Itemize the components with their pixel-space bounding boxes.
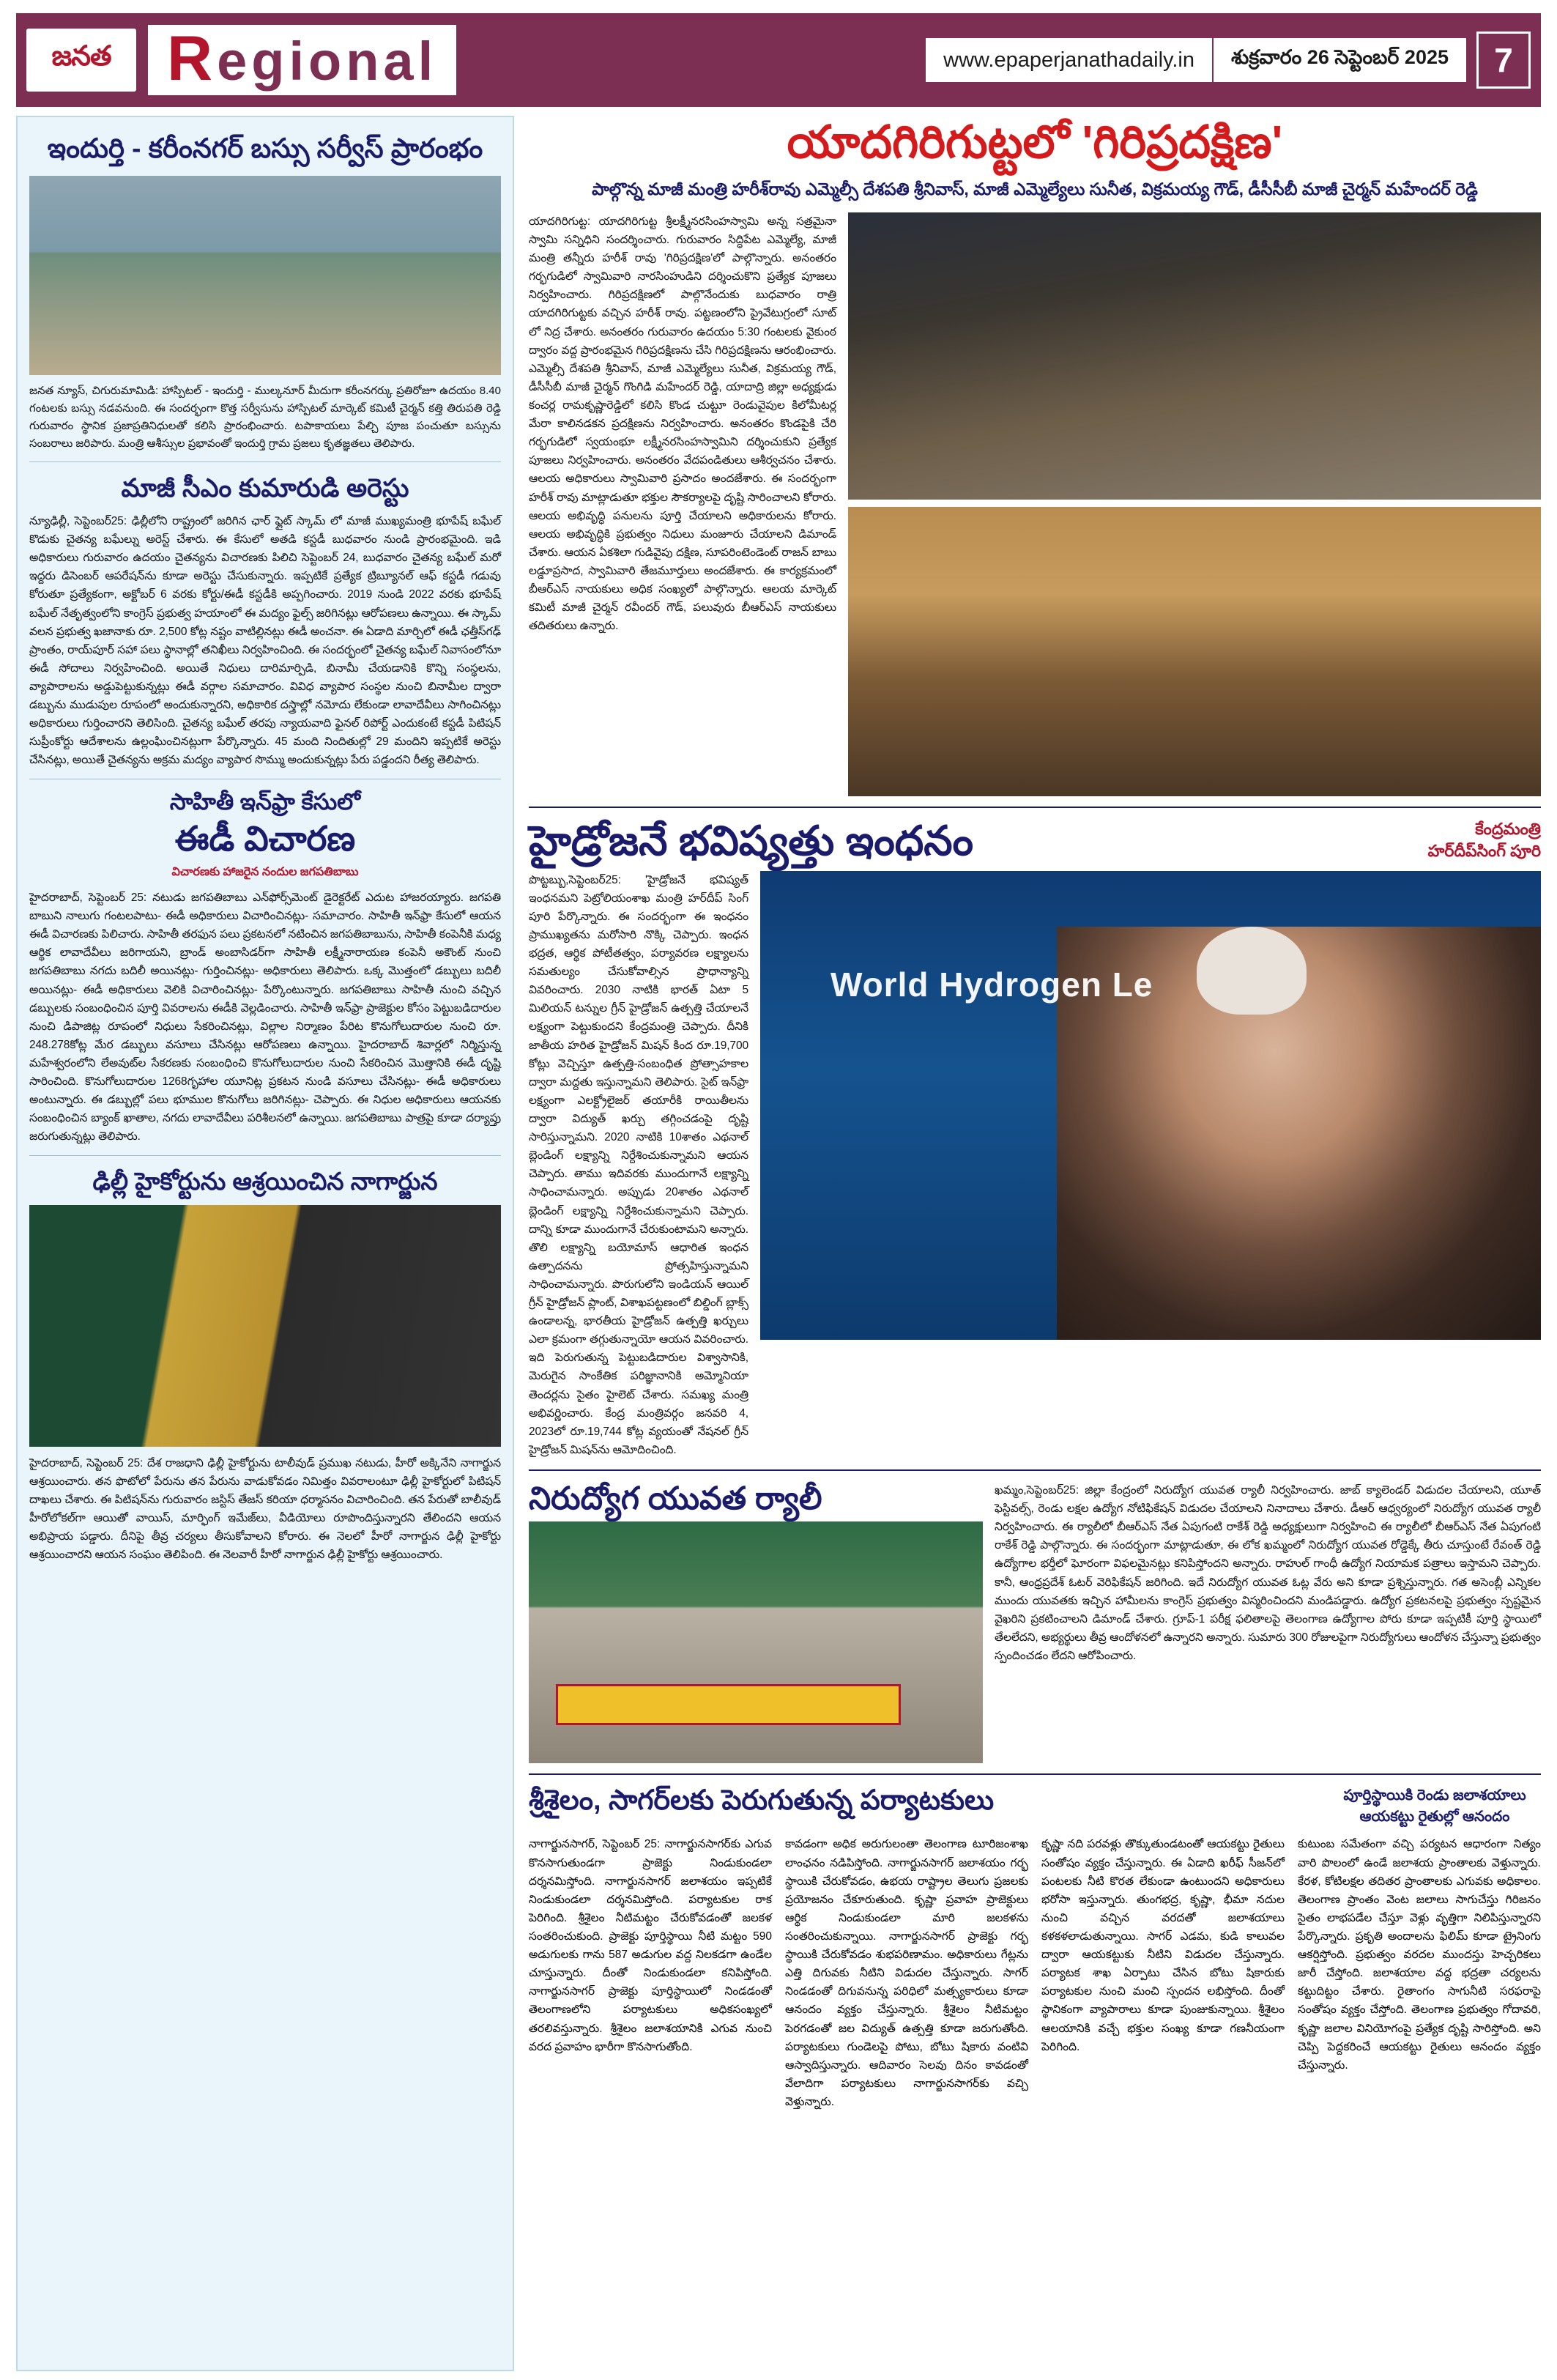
- srisailam-tags: [1329, 1785, 1541, 1828]
- srisailam-col-4: కుటుంబ సమేతంగా వచ్చి పర్యటన ఆధారంగా నిత్యం వారి పొలంలో ఉండే జలాశయ ప్రాంతాలకు వెళ్తున్నారు. కేరళ, కోటిలక్షల తదితర ప్రాంతాలకు ఎగువకు అధికాలం. తెలంగాణ ప్రాంతం వెంట జలాలు సాగుచేస్తు గిరిజనం సైతం లాభపడేల చేస్తూ వెళ్లు వృత్తిగా నిలిపిస్తున్నారని పేర్కొన్నారు. ప్రకృతి అందాలను ఫిలిమ్ కూడా ట్రైనింగు ఆకర్షిస్తోంది. ప్రభుత్వం వరదల ముందస్తు హెచ్చరికలు జారీ చేస్తోంది. జలాశయాల వద్ద భద్రతా చర్యలను కట్టుదిట్టం చేశారు. రైతాంగం సాగునీటి సరఫరాపై సంతోషం వ్యక్తం చేస్తోంది. తెలంగాణ ప్రభుత్వం గోదావరి, కృష్ణా జలాల వినియోగంపై ప్రత్యేక దృష్టి సారిస్తోంది. అని చెప్పి పెద్దకరించే ఆయకట్టు రైతులు ఆనందం వ్యక్తం చేస్తున్నారు.: [1298, 1838, 1541, 2072]
- giri-pradakshina-procession-photo: [848, 212, 1541, 500]
- srisailam-col-2: కావడంగా అధిక అరుగులంతా తెలంగాణ టూరిజంశాఖ లాంఛనం నడిపిస్తోంది. నాగార్జునసాగర్ జలాశయం గర్భ స్థాయికి చేరుకోవడం, ఉభయ రాష్ట్రాల తెలుగు ప్రజలకు ప్రయోజనం చేకూరుతుంది. కృష్ణా ప్రవాహ ప్రాజెక్టులు ఆర్థిక నిండుకుండలా మారి జలకళను సంతరించుకున్నాయి. నాగార్జునసాగర్ ప్రాజెక్టు గర్భ స్థాయికి చేరుకోవడం శుభపరిణామం. అధికారులు గేట్లను ఎత్తి దిగువకు నీటిని విడుదల చేస్తున్నారు. సాగర్ నిండడంతో దిగువనున్న పరిధిలో మత్స్యకారులు కూడా ఆనందం వ్యక్తం చేస్తున్నారు. శ్రీశైలం నీటిమట్టం పెరగడంతో జల విద్యుత్ ఉత్పత్తి కూడా జరుగుతోంది. పర్యాటకులు గుండెలపై పోటు, బోటు షికారు వంటివి ఆస్వాదిస్తున్నారు. ఆదివారం సెలవు దినం కావడంతో వేలాదిగా పర్యాటకులు నాగార్జునసాగర్‌కు వచ్చి వెళ్తున్నారు.: [785, 1838, 1028, 2108]
- page-body: [16, 116, 1541, 2371]
- section-title-initial: R: [167, 23, 218, 94]
- left-story2-headline: మాజీ సీఎం కుమారుడి అరెస్టు: [121, 474, 409, 503]
- masthead: [16, 13, 1541, 107]
- hydrogen-tag-line1: కేంద్రమంత్రి: [1475, 819, 1541, 838]
- rally-body: ఖమ్మం,సెప్టెంబర్25: జిల్లా కేంద్రంలో నిరుద్యోగ యువత ర్యాలీ నిర్వహించారు. జాబ్ క్యాలెండర్ విడుదల చేయాలని, యూత్ ఫెస్టివల్స్, రెండు లక్షల ఉద్యోగ నోటిఫికేషన్ విడుదల చేయాలని నినాదాలు చేశారు. డీఆర్ ఆధ్వర్యంలో నిరుద్యోగ యువత ర్యాలీ నిర్వహించారు. ఈ ర్యాలీలో బీఆర్ఎస్ నేత ఏపుగంటి రాకేశ్ రెడ్డి అధ్యక్షులుగా నిర్వహించి ఈ ర్యాలీలో బీఆర్ఎస్ నేత ఏపుగంటి రాకేశ్ రెడ్డి పాల్గొన్నారు. ఈ సందర్భంగా మాట్లాడుతూ, ఈ లోక ఖమ్మంలో నిరుద్యోగ యువత రోడ్డెక్కే తీరు చూస్తుంటే రేవంత్ రెడ్డి ఉద్యోగాల భర్తీలో ఘోరంగా విఫలమైనట్లు కనిపిస్తోందని అన్నారు. రాహుల్ గాంధీ ఉద్యోగ నియామక పత్రాలు ఇస్తామని చెప్పారు. కానీ, ఆంధ్రప్రదేశ్ ఓటర్ వెరిఫికేషన్ జరిగింది. ఇదే నిరుద్యోగ యువత ఓట్ల వేరు అని కూడా ప్రశ్నిస్తున్నారు. గత అసెంబ్లీ ఎన్నికల ముందు యువతకు ఇచ్చిన హామీలను కాంగ్రెస్ ప్రభుత్వం విస్మరించిందని మండిపడ్డారు. ఉద్యోగ ప్రకటనలపై ప్రభుత్వం స్పష్టమైన వైఖరిని ప్రకటించాలని డిమాండ్ చేశారు. గ్రూప్-1 పరీక్ష ఫలితాలపై తెలంగాణ ఉద్యోగాల పోరు కూడా ఇప్పటికీ పూర్తి స్థాయిలో తేలలేదని, అభ్యర్థులు తీవ్ర ఆందోళనలో ఉన్నారని అన్నారు. సుమారు 300 రోజులపైగా నిరుద్యోగులు ఆందోళన చేస్తున్నా ప్రభుత్వం స్పందించడం లేదని ఆరోపించారు.: [995, 1484, 1541, 1663]
- rally-headline: నిరుద్యోగ యువత ర్యాలీ: [529, 1481, 822, 1517]
- website-url[interactable]: www.epaperjanathadaily.in: [926, 38, 1214, 82]
- left-story4-body: హైదరాబాద్, సెప్టెంబర్ 25: దేశ రాజధాని ఢిల్లీ హైకోర్టును టాలీవుడ్ ప్రముఖ నటుడు, హీరో అక్కినేని నాగార్జున ఆశ్రయించారు. తన ఫొటోలో పేరును తన పేరును వాడుకోవడం నిమిత్తం వివరాలంటూ ఢిల్లీ హైకోర్టులో పిటిషన్ దాఖలు చేశారు. ఈ పిటిషన్‌ను గురువారం జస్టిస్ తేజస్ కరియా ధర్మాసనం విచారించింది. తన పేరుతో బాలీవుడ్ హీరోలోకల్‌గా ఆయితో వాయిస్, మార్ఫింగ్ ఇమేజ్‌లు, వీడియోలు రూపొందిస్తున్నారని తేలిందని ఆయన అభిప్రాయ పడ్డారు. దీనిపై తీవ్ర చర్యలు తీసుకోవాలని కోరారు. ఈ నెలలో హీరో నాగార్జున ఢిల్లీ హైకోర్టు ఆశ్రయించారని ఆయన సంఘం తెలిపింది. ఈ నెలవారీ హీరో నాగార్జున ఢిల్లీ హైకోర్టు ఆశ్రయించారు.: [29, 1456, 501, 1562]
- world-hydrogen-summit-photo: [760, 871, 1541, 1340]
- left-story4-headline: ఢిల్లీ హైకోర్టును ఆశ్రయించిన నాగార్జున: [92, 1167, 438, 1195]
- left-story1-headline: ఇందుర్తి - కరీంనగర్ బస్సు సర్వీస్ ప్రారంభం: [47, 133, 483, 163]
- srisailam-col-1: నాగార్జునసాగర్, సెప్టెంబర్ 25: నాగార్జునసాగర్‌కు ఎగువ కొనసాగుతుండగా ప్రాజెక్టు నిండుకుండలా దర్శనమిస్తోంది. నాగార్జునసాగర్ జలాశయం ఇప్పటికే నిండుకుండలా దర్శనమిస్తోంది. పర్యాటకుల రాక పెరిగింది. శ్రీశైలం నీటిమట్టం చేరుకోవడంతో జలకళ సంతరించుకుంది. ప్రాజెక్టు పూర్తిస్థాయి నీటి మట్టం 590 అడుగులకు గాను 587 అడుగుల వద్ద నిలకడగా ఉండేల చూస్తున్నారు. దీంతో నిండుకుండలా కనిపిస్తోంది. నాగార్జునసాగర్ ప్రాజెక్టు పూర్తిస్థాయిలో నిండడంతో తెలంగాణలోని పర్యాటకులు అధికసంఖ్యలో తరలివస్తున్నారు. శ్రీశైలం జలాశయానికి ఎగువ నుంచి వరద ప్రవాహం భారీగా కొనసాగుతోంది.: [529, 1838, 772, 2053]
- hydrogen-minister-tag: [1372, 818, 1541, 861]
- lead-story-grid: [529, 212, 1541, 796]
- left-story3-headline: ఈడీ విచారణ: [174, 819, 356, 859]
- hydrogen-banner-text: World Hydrogen Le: [830, 965, 1153, 1004]
- srisailam-head-row: [529, 1785, 1541, 1828]
- delhi-high-court-nagarjuna-photo: [29, 1205, 501, 1447]
- publication-logo: [26, 29, 136, 92]
- temple-priests-ritual-photo: [848, 507, 1541, 796]
- srisailam-col-3: కృష్ణా నది పరవళ్లు తొక్కుతుండటంతో ఆయకట్టు రైతులు సంతోషం వ్యక్తం చేస్తున్నారు. ఈ ఏడాది ఖరీఫ్ సీజన్‌లో పంటలకు నీటి కొరత లేకుండా ఉంటుందని అధికారులు భరోసా ఇస్తున్నారు. తుంగభద్ర, కృష్ణా, భీమా నదుల నుంచి వచ్చిన వరదతో జలాశయాలు కళకళలాడుతున్నాయి. సాగర్ ఎడమ, కుడి కాలువల ద్వారా ఆయకట్టుకు నీటిని విడుదల చేస్తున్నారు. పర్యాటక శాఖ ఏర్పాటు చేసిన బోటు షికారుకు పర్యాటకుల నుంచి మంచి స్పందన లభిస్తోంది. దీంతో స్థానికంగా వ్యాపారాలు కూడా పుంజుకున్నాయి. శ్రీశైలం ఆలయానికి వచ్చే భక్తుల సంఖ్య కూడా గణనీయంగా పెరిగింది.: [1041, 1838, 1285, 2053]
- section-title-rest: egional: [217, 30, 438, 92]
- hydrogen-grid: [529, 871, 1541, 1460]
- section-title-text: [167, 23, 437, 95]
- divider: [529, 1773, 1541, 1775]
- left-story1-caption: జనత న్యూస్, చిగురుమామిడి: హాస్పిటల్ - ఇందుర్తి - ముల్కనూర్ మీదుగా కరీంనగర్కు ప్రతిరోజూ ఉదయం 8.40 గంటలకు బస్సు నడవనుంది. ఈ సందర్భంగా కొత్త సర్వీసును హాస్పిటల్ మార్కెట్ కమిటీ చైర్మన్ కత్తి తిరుపతి రెడ్డి గురువారం స్థానిక ప్రజాప్రతినిధులతో కలిసి ప్రారంభించారు. టపాకాయలు పేల్చి పూజ పంచుతూ బస్సును సంబరాలు జరిపారు. మంత్రి ఆశీస్సుల ప్రభావంతో ఇందుర్తి గ్రామ ప్రజలు కృతజ్ఞతలు తెలిపారు.: [29, 385, 501, 451]
- divider: [29, 1155, 501, 1156]
- divider: [529, 1469, 1541, 1471]
- hydrogen-head-row: [529, 818, 1541, 864]
- left-story3-body: హైదరాబాద్, సెప్టెంబర్ 25: నటుడు జగపతిబాబు ఎన్‌ఫోర్స్‌మెంట్ డైరెక్టరేట్ ఎదుట హాజరయ్యారు. జగపతి బాబుని నాలుగు గంటలపాటు- ఈడీ అధికారులు విచారించినట్లు- సమాచారం. సాహితీ ఇన్‌ఫ్రా కేసులో ఆయన ఈడీ విచారణకు పిలిచారు. సాహితీ తరఫున పలు ప్రకటనలో నటించిన జగపతిబాబును, సాహితీ కంపెనీకి మధ్య ఆర్థిక లావాదేవీలు జరిగాయని, బ్రాండ్ అంబాసిడర్‌గా సాహితీ లక్ష్మీనారాయణ కంపెనీ అకౌంట్ నుంచి జగపతిబాబు నగదు బదిలీ అయినట్లు- గుర్తించినట్లు- అధికారులు తెలిపారు. ఒక్క మొత్తంలో డబ్బులు బదిలీ అయినట్లు- ఈడీ అధికారులు వెలికి విచారించినట్లు- పేర్కొంటున్నారు. జగపతిబాబు సాహితీ నుంచి వచ్చిన డబ్బులకు సంబంధించిన పూర్తి వివరాలను ఈడీకి వెల్లడించారు. సాహితీ ఇన్‌ఫ్రా ప్రాజెక్టుల కోసం పెట్టుబడిదారుల నుంచి డిపాజిట్ల రూపంలో నిధులు సేకరించినట్లు, విల్లాల నిర్మాణం పేరిట కొనుగోలుదారుల నుంచి రూ. 248.278కోట్ల మేర డబ్బులు వసూలు చేసినట్లు ఆరోపణలు ఉన్నాయి. హైదరాబాద్ శివార్లలో నిర్మిస్తున్న మహేశ్వరంలోని లేఅవుట్‌ల సేకరణకు సంబంధించి కొనుగోలుదారుల నుంచి సేకరించిన మొత్తానికి ఈడీ దృష్టి సారించింది. కొనుగోలుదారుల 1268గృహాల యూనిట్ల ప్రకటన నుండి వసూలు చేసినట్లు- ఈడీ అధికారులు అంటున్నారు. ఈ డబ్బుల్లో పలు భూముల కొనుగోలు జరిగినట్లు- చెప్పారు. ఈ నిధుల అధికారులు ఆయనకు సంబంధించిన బ్యాంక్ ఖాతాల, నగదు లావాదేవీలు పరిశీలనలో ఉన్నాయి. జగపతిబాబు పాత్రపై కూడా దర్యాప్తు జరుగుతున్నట్లు తెలిపారు.: [29, 891, 501, 1143]
- divider: [29, 461, 501, 462]
- masthead-right: [926, 34, 1531, 86]
- left-column: [16, 116, 514, 2371]
- bus-service-launch-photo: [29, 176, 501, 375]
- rally-grid: [529, 1481, 1541, 1763]
- page-number: 7: [1476, 31, 1531, 89]
- left-story2-body: న్యూఢిల్లీ, సెప్టెంబర్25: ఢిల్లీలోని రాష్ట్రంలో జరిగిన ఛార్ ఫ్లైట్ స్కామ్ లో మాజీ ముఖ్యమంత్రి భూపేష్ బఘేల్ కొడుకు చైతన్య బఘేల్ను అరెస్ట్ చేశారు. ఈ కేసులో అతడి కస్టడీ బుధవారం నుండి ప్రారంభమైంది. ఇడి అధికారులు గురువారం ఉదయం చైతన్యను విచారణకు పిలిచి సెప్టెంబర్ 24, బుధవారం చైతన్య బఘేల్ మరో ఇద్దరు డిసెంబర్ ఆపరేషన్‌ను కూడా అరెస్టు చేసుకున్నారు. ఇప్పటికే ప్రత్యేక ట్రిబ్యూనల్ ఆఫ్ కస్టడీ గడువు కోరుతూ ప్రత్యేకంగా, అక్టోబర్ 6 వరకు కోర్టు/ఈడీ కస్టడీకి అప్పగించారు. 2019 నుండి 2022 వరకు భూపేష్ బఘేల్ నేతృత్వంలోని కాంగ్రెస్ ప్రభుత్వ హయాంలో ఈ మద్యం ఫైల్స్ జరిగినట్లు ఆరోపణలు ఉన్నాయి. ఈ స్కామ్ వలన ప్రభుత్వ ఖజానాకు రూ. 2,500 కోట్ల నష్టం వాటిల్లినట్లు ఈడీ అంచనా. ఈ ఏడాది మార్చిలో ఈడీ ఛత్తీస్‌గఢ్ ప్రాంతం, రాయ్‌పూర్ సహా పలు స్థానాల్లో తనిఖీలు నిర్వహించింది. ఈ సందర్భంలో చైతన్య బఘేల్ నివాసంలోనూ ఈడీ సోదాలు నిర్వహించింది. అయితే నిధులు దారిమార్పిడి, బినామీ చేయడానికి కొన్ని సంస్థలను, వ్యాపారాలను అడ్డుపెట్టుకున్నట్లు ఈడీ వర్గాల సమాచారం. వివిధ వ్యాపార సంస్థల నుంచి బినామీల ద్వారా డబ్బును ముడుపుల రూపంలో అందుకున్నారని, అధికారిక దస్త్రాల్లో నమోదు లేకుండా లావాదేవీలు సాగించినట్లు అధికారులు గుర్తించారని తెలిసింది. చైతన్య బఘేల్ తరపు న్యాయవాది ఫైనల్ రిపోర్ట్ ఎందుకంటే కస్టడీ పిటిషన్ సుప్రీంకోర్టు ఆదేశాలను ఉల్లంఘించినట్లుగా పేర్కొన్నారు. 45 మంది నిందితుల్లో 29 మందిని ఇప్పటికే అరెస్టు చేసినట్లు, అయితే చైతన్యను అక్రమ మద్యం వ్యాపార సొమ్ము అందుకున్నట్లు పేరు పడ్డందని రీత్య తెలిపారు.: [29, 515, 501, 767]
- unemployed-youth-rally-photo: [529, 1521, 983, 1763]
- rally-banner: [556, 1684, 901, 1725]
- hydrogen-headline: హైడ్రోజనే భవిష్యత్తు ఇంధనం: [529, 817, 973, 864]
- srisailam-tag-line1: పూర్తిస్థాయికి రెండు జలాశయాలు: [1343, 1787, 1526, 1804]
- divider: [529, 807, 1541, 808]
- logo-text: జనత: [51, 41, 111, 72]
- lead-subhead: పాల్గొన్న మాజీ మంత్రి హరీశ్‌రావు ఎమ్మెల్సీ దేశపతి శ్రీనివాస్, మాజీ ఎమ్మెల్యేలు సునీత, విక్రమయ్య గౌడ్, డీసీసీబీ మాజీ చైర్మన్ మహేందర్ రెడ్డి: [592, 179, 1478, 199]
- srisailam-tag-line2: ఆయకట్టు రైతుల్లో ఆనందం: [1359, 1809, 1510, 1825]
- right-column: [514, 116, 1541, 2371]
- left-story3-kicker: సాహితీ ఇన్‌ఫ్రా కేసులో: [169, 788, 361, 815]
- lead-body: యాదగిరిగుట్ట: యాదగిరిగుట్ట శ్రీలక్ష్మీనరసింహస్వామి అన్న సత్రమైనా స్వామి సన్నిధిని సందర్శించారు. గురువారం సిద్ధిపేట ఎమ్మెల్యే, మాజీ మంత్రి తన్నీరు హరీశ్ రావు 'గిరిప్రదక్షిణ'లో పాల్గొన్నారు. అనంతరం గర్భగుడిలో స్వామివారి నారసింహుడిని దర్శించుకొని ప్రత్యేక పూజలు నిర్వహించారు. గిరిప్రదక్షిణలో పాల్గొనేందుకు బుధవారం రాత్రి యాదగిరిగుట్టకు వచ్చిన హరీశ్ రావు. పట్టణంలోని ప్రైవేటుగ్రంలో సూట్ లో నిద్ర చేశారు. అనంతరం గురువారం ఉదయం 5:30 గంటలకు వైకుంఠ ద్వారం వద్ద ప్రారంభమైన గిరిప్రదక్షిణను చేసి గిరిప్రదక్షిణను ఆరంభించారు. ఎమ్మెల్సీ దేశపతి శ్రీనివాస్, మాజీ ఎమ్మెల్యేలు సునీత, విక్రమయ్య గౌడ్, డీసీసీబీ మాజీ చైర్మన్ గొంగిడి మహేందర్ రెడ్డి, యాదాద్రి జిల్లా అధ్యక్షుడు కంచర్ల రామకృష్ణారెడ్డిలో కలిసి కొండ చుట్టూ రెండువైపుల కిలోమీటర్ల మేరా కాలినడకన ప్రదక్షిణను నిర్వహించారు. అనంతరం కొండపైకి చేరి గర్భగుడిలో స్వయంభూ లక్ష్మీనరసింహస్వామిని దర్శించుకుని ప్రత్యేక పూజలు నిర్వహించారు. అనంతరం వేదపండితులు ఆశీర్వచనం చేశారు. ఆలయ అధికారులు స్వామివారి ప్రసాదం అందజేశారు. ఈ సందర్భంగా హరీశ్ రావు మాట్లాడుతూ భక్తుల సౌకర్యాలపై దృష్టి సారించాలని కోరారు. ఆలయ అభివృద్ధి పనులను పూర్తి చేయాలని అధికారులను కోరారు. ఆలయ అభివృద్ధికి ప్రభుత్వం నిధులు మంజూరు చేయాలని డిమాండ్ చేశారు. ఆయన ఏకశిలా గుడివైపు దక్షిణ, సూపరింటెండెంట్ రాజన్ బాబు లడ్డూప్రసాద, స్వామివారి తేజమూర్తులు అందజేశారు. ఈ కార్యక్రమంలో బీఆర్ఎస్ నాయకులు అధిక సంఖ్యలో పాల్గొన్నారు. ఆలయ మార్కెట్ కమిటీ మాజీ చైర్మన్ రవీందర్ గౌడ్, పలువురు బీఆర్ఎస్ నాయకులు తదితరులు ఉన్నారు.: [529, 215, 836, 633]
- turban-shape: [1197, 927, 1307, 1015]
- issue-date: శుక్రవారం 26 సెప్టెంబర్ 2025: [1214, 38, 1466, 82]
- lead-headline: యాదగిరిగుట్టలో 'గిరిప్రదక్షిణ': [787, 117, 1283, 168]
- left-story3-subhead: విచారణకు హాజరైన నందుల జగపతిబాబు: [171, 866, 359, 879]
- srisailam-headline: శ్రీశైలం, సాగర్‌లకు పెరుగుతున్న పర్యాటకులు: [529, 1785, 995, 1817]
- section-title: [148, 25, 456, 95]
- hydrogen-tag-line2: హర్‌దీప్‌సింగ్ పూరి: [1427, 841, 1541, 860]
- srisailam-columns: [529, 1835, 1541, 2111]
- hydrogen-body: పొట్టబ్బు,సెప్టెంబర్25: 'హైడ్రోజనే భవిష్యత్ ఇంధనమని పెట్రోలియంశాఖ మంత్రి హర్‌దీప్ సింగ్ పూరి పేర్కొన్నారు. ఈ సందర్భంగా ఈ ఇంధనం ప్రాముఖ్యతను మరోసారి నొక్కి చెప్పారు. ఇంధన భద్రత, ఆర్థిక పోటీతత్వం, పర్యావరణ లక్ష్యాలను సమతుల్యం చేసుకోవాల్సిన ప్రాధాన్యాన్ని వివరించారు. 2030 నాటికి భారత్ ఏటా 5 మిలియన్ టన్నుల గ్రీన్ హైడ్రోజన్ ఉత్పత్తి చేయాలనే లక్ష్యంగా పెట్టుకుందని కేంద్రమంత్రి చెప్పారు. దీనికి జాతీయ హరిత హైడ్రోజన్ మిషన్ కింద రూ.19,700 కోట్లు వెచ్చిస్తూ ఉత్పత్తి-సంబంధిత ప్రోత్సాహకాల ద్వారా మద్దతు ఇస్తున్నామని తెలిపారు. సైట్ ఇన్‌ఫ్రా లక్ష్యంగా ఎలక్ట్రోలైజర్ తయారీకి రాయితీలను ద్వారా విద్యుత్ ఖర్చు తగ్గించడంపై దృష్టి సారిస్తున్నామని. 2020 నాటికి 10శాతం ఎథనాల్ బ్లెండింగ్ లక్ష్యాన్ని నిర్దేశించుకున్నామని ఆయన చెప్పారు. తాము ఇదివరకు ముందుగానే లక్ష్యాన్ని సాధించామన్నారు. అప్పుడు 20శాతం ఎథనాల్ బ్లెండింగ్ లక్ష్యాన్ని నిర్దేశించుకున్నామని చెప్పారు. దాన్ని కూడా ముందుగానే చేరుకుంటామని అన్నారు. తొలి లక్ష్యాన్ని బయోమాస్ ఆధారిత ఇంధన ఉత్పాదనను ప్రోత్సహిస్తున్నామని సాధించామన్నారు. పొరుగులోని ఇండియన్ ఆయిల్ గ్రీన్ హైడ్రోజన్ ప్లాంట్, విశాఖపట్టణంలో బిల్డింగ్ బ్లాక్స్ ఉండాలన్న, భారతీయ హైడ్రోజన్ ఉత్పత్తి ఖర్చులు ఎలా క్రమంగా తగ్గుతున్నాయో ఆయన వివరించారు. ఇది పెరుగుతున్న పెట్టుబడిదారుల విశ్వాసానికి, మెరుగైన సాంకేతిక పరిజ్ఞానానికి అమ్మోనియా తెందర్లను సైతం హైలెట్ చేశారు. సమఖ్య మంత్రి అభివర్ణించారు. కేంద్ర మంత్రివర్గం జనవరి 4, 2023లో రూ.19,744 కోట్ల వ్యయంతో నేషనల్ గ్రీన్ హైడ్రోజన్ మిషన్‌ను ఆమోదించింది.: [529, 873, 748, 1456]
